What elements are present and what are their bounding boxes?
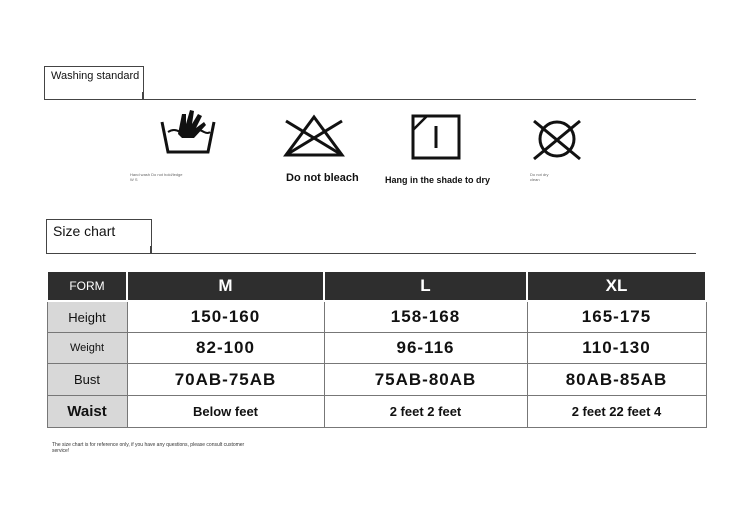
do-not-bleach-caption: Do not bleach [286, 172, 359, 184]
size-chart-label: Size chart [53, 223, 116, 239]
table-cell: 75AB-80AB [324, 364, 527, 396]
row-label-height: Height [47, 301, 127, 333]
washing-standard-tab [44, 66, 144, 99]
size-l-header: L [324, 271, 527, 301]
table-cell: 96-116 [324, 333, 527, 364]
table-row [47, 396, 706, 428]
row-label-bust: Bust [47, 364, 127, 396]
size-m-header: M [127, 271, 324, 301]
table-cell: 165-175 [527, 301, 706, 333]
size-table-header [47, 271, 706, 301]
hand-wash-tiny-1: Hand wash Do not hold/ledge [130, 172, 183, 177]
table-cell: Below feet [127, 396, 324, 428]
hand-wash-tiny-2: W S [130, 177, 138, 182]
table-cell: 158-168 [324, 301, 527, 333]
table-row [47, 364, 706, 396]
table-row [47, 333, 706, 364]
size-table [46, 270, 707, 428]
dry-clean-tiny-1: Do not dry [530, 172, 549, 177]
size-chart-note: The size chart is for reference only, if you have any questions, please consult customer service! [52, 442, 245, 454]
hand-wash-icon [160, 108, 216, 158]
table-cell: 150-160 [127, 301, 324, 333]
table-cell: 110-130 [527, 333, 706, 364]
size-chart-tab [46, 219, 152, 254]
size-xl-header: XL [527, 271, 706, 301]
row-label-weight: Weight [47, 333, 127, 364]
row-label-waist: Waist [47, 396, 127, 428]
size-chart-divider [46, 253, 696, 254]
table-cell: 82-100 [127, 333, 324, 364]
table-row [47, 301, 706, 333]
table-cell: 2 feet 22 feet 4 [527, 396, 706, 428]
hang-dry-caption: Hang in the shade to dry [385, 175, 491, 185]
do-not-bleach-icon [282, 113, 346, 159]
dry-clean-tiny-2: clean [530, 177, 540, 182]
table-cell: 70AB-75AB [127, 364, 324, 396]
table-cell: 2 feet 2 feet [324, 396, 527, 428]
washing-standard-label: Washing standard [51, 70, 140, 82]
do-not-dry-clean-icon [530, 117, 584, 163]
form-header: FORM [47, 271, 127, 301]
hang-dry-shade-icon [411, 114, 461, 160]
table-cell: 80AB-85AB [527, 364, 706, 396]
